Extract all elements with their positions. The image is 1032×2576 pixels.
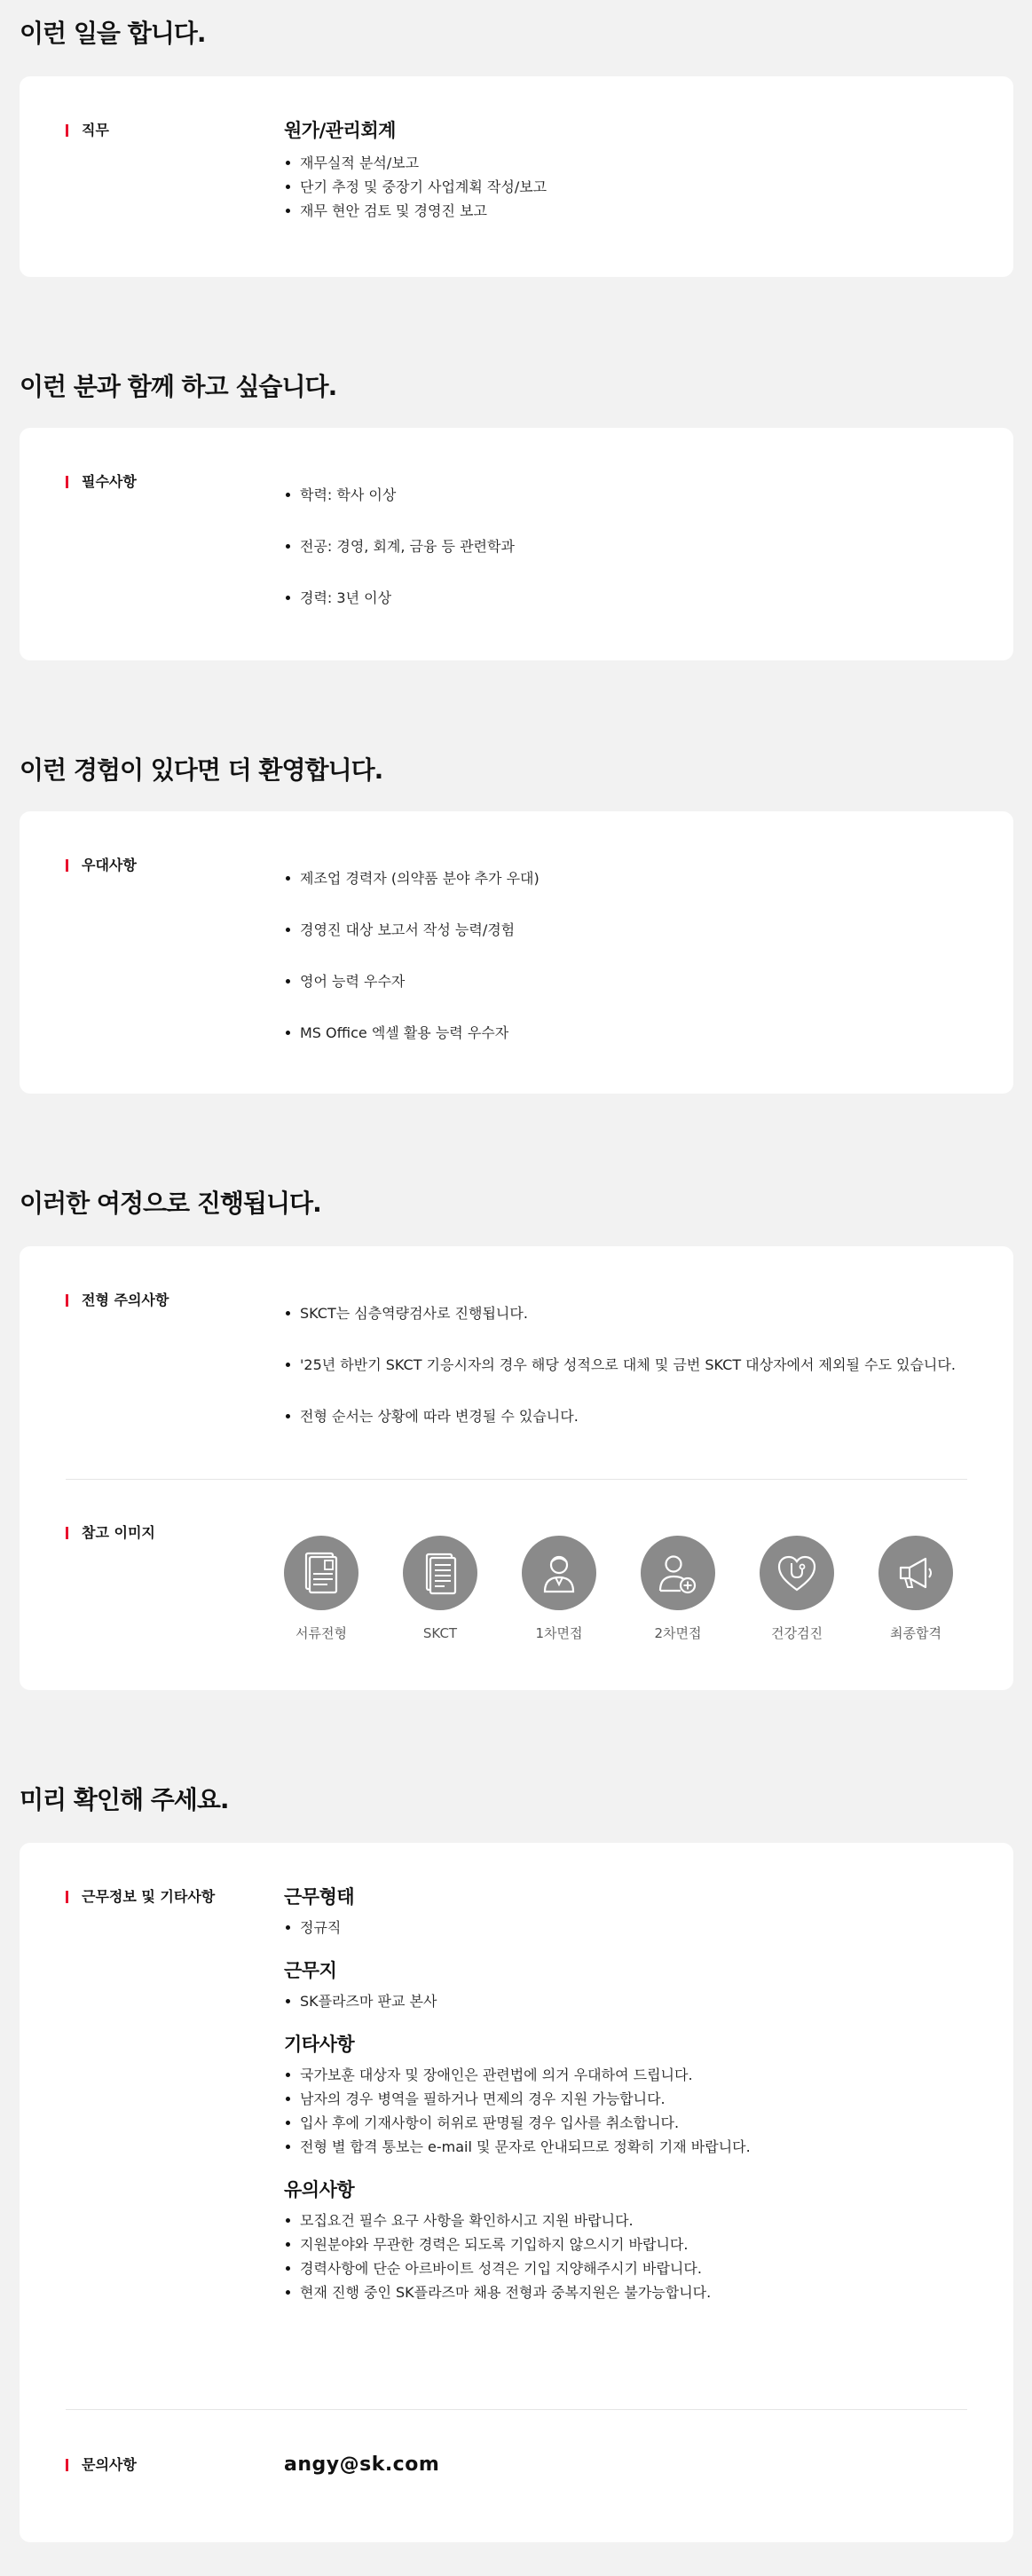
group-heading: 근무지 (284, 1960, 337, 1981)
list-item: 영어 능력 우수자 (284, 969, 978, 993)
list-item: 입사 후에 기재사항이 허위로 판명될 경우 입사를 취소합니다. (284, 2111, 978, 2135)
list-item: 현재 진행 중인 SK플라즈마 채용 전형과 중복지원은 불가능합니다. (284, 2280, 978, 2304)
document-icon (284, 1536, 358, 1610)
label-preferred: 우대사항 (66, 856, 137, 875)
list-item: 경력: 3년 이상 (284, 586, 978, 610)
card-preferred (20, 811, 1013, 1094)
role-content (284, 117, 978, 223)
list-item: 경력사항에 단순 아르바이트 성격은 기입 지양해주시기 바랍니다. (284, 2256, 978, 2280)
divider (66, 2409, 967, 2410)
process-step (641, 1536, 715, 1642)
info-group (284, 1957, 978, 2013)
group-heading: 근무형태 (284, 1886, 355, 1908)
list-item: 전형 별 합격 통보는 e-mail 및 문자로 안내되므로 정확히 기재 바랍니다. (284, 2135, 978, 2159)
contact-content (284, 2452, 978, 2478)
section-title-preferred: 이런 경험이 있다면 더 환영합니다. (20, 755, 383, 785)
group-heading: 유의사항 (284, 2179, 355, 2201)
list-item: SKCT는 심층역량검사로 진행됩니다. (284, 1301, 978, 1325)
card-requirements (20, 428, 1013, 660)
list-item: 정규직 (284, 1916, 978, 1940)
step-label: 2차면접 (654, 1625, 702, 1641)
label-work-info: 근무정보 및 기타사항 (66, 1887, 215, 1907)
requirements-list (284, 483, 978, 610)
process-step (403, 1536, 477, 1642)
step-label: 건강검진 (771, 1625, 823, 1641)
list-item: 국가보훈 대상자 및 장애인은 관련법에 의거 우대하여 드립니다. (284, 2063, 978, 2087)
list-item: '25년 하반기 SKCT 기응시자의 경우 해당 성적으로 대체 및 금번 SKCT 대상자에서 제외될 수도 있습니다. (284, 1353, 978, 1377)
info-group (284, 2031, 978, 2159)
preferred-list (284, 866, 978, 1045)
label-requirements: 필수사항 (66, 472, 137, 492)
section-title-notice: 미리 확인해 주세요. (20, 1785, 229, 1814)
card-notice (20, 1843, 1013, 2542)
list-item: 남자의 경우 병역을 필하거나 면제의 경우 지원 가능합니다. (284, 2087, 978, 2111)
list-item: 모집요건 필수 요구 사항을 확인하시고 지원 바랍니다. (284, 2209, 978, 2232)
label-reference-image: 참고 이미지 (66, 1523, 155, 1543)
list-item: 재무 현안 검토 및 경영진 보고 (284, 199, 978, 223)
section-title-requirements: 이런 분과 함께 하고 싶습니다. (20, 372, 337, 401)
step-label: SKCT (422, 1625, 458, 1641)
list-item: 제조업 경력자 (의약품 분야 추가 우대) (284, 866, 978, 890)
card-process (20, 1246, 1013, 1690)
process-step (284, 1536, 358, 1642)
preferred-content (284, 866, 978, 1045)
list-item: MS Office 엑셀 활용 능력 우수자 (284, 1021, 978, 1045)
role-list (284, 151, 978, 223)
process-steps (284, 1536, 953, 1642)
work-info-content (284, 1884, 978, 2304)
role-subhead: 원가/관리회계 (284, 120, 396, 141)
label-process-notes: 전형 주의사항 (66, 1291, 169, 1310)
label-role: 직무 (66, 121, 109, 140)
megaphone-icon (878, 1536, 953, 1610)
list-item: 단기 추정 및 중장기 사업계획 작성/보고 (284, 175, 978, 199)
stethoscope-heart-icon (760, 1536, 834, 1610)
list-item: SK플라즈마 판교 본사 (284, 1989, 978, 2013)
group-heading: 기타사항 (284, 2034, 355, 2055)
list-item: 경영진 대상 보고서 작성 능력/경험 (284, 918, 978, 942)
process-step (760, 1536, 834, 1642)
requirements-content (284, 483, 978, 610)
list-item: 학력: 학사 이상 (284, 483, 978, 507)
process-notes-list (284, 1301, 978, 1428)
process-notes-content (284, 1301, 978, 1428)
test-sheet-icon (403, 1536, 477, 1610)
contact-email[interactable]: angy@sk.com (284, 2454, 440, 2476)
list-item: 전형 순서는 상황에 따라 변경될 수 있습니다. (284, 1404, 978, 1428)
list-item: 지원분야와 무관한 경력은 되도록 기입하지 않으시기 바랍니다. (284, 2232, 978, 2256)
list-item: 재무실적 분석/보고 (284, 151, 978, 175)
info-group (284, 1884, 978, 1940)
process-step (878, 1536, 953, 1642)
divider (66, 1479, 967, 1480)
section-title-process: 이러한 여정으로 진행됩니다. (20, 1189, 321, 1218)
card-role (20, 76, 1013, 277)
info-group (284, 2177, 978, 2304)
interviewer-plus-icon (641, 1536, 715, 1610)
step-label: 최종합격 (890, 1625, 941, 1641)
step-label: 서류전형 (295, 1625, 347, 1641)
process-step (522, 1536, 596, 1642)
step-label: 1차면접 (535, 1625, 583, 1641)
interviewer-icon (522, 1536, 596, 1610)
section-title-role: 이런 일을 합니다. (20, 19, 206, 48)
label-contact: 문의사항 (66, 2455, 137, 2475)
list-item: 전공: 경영, 회계, 금융 등 관련학과 (284, 534, 978, 558)
